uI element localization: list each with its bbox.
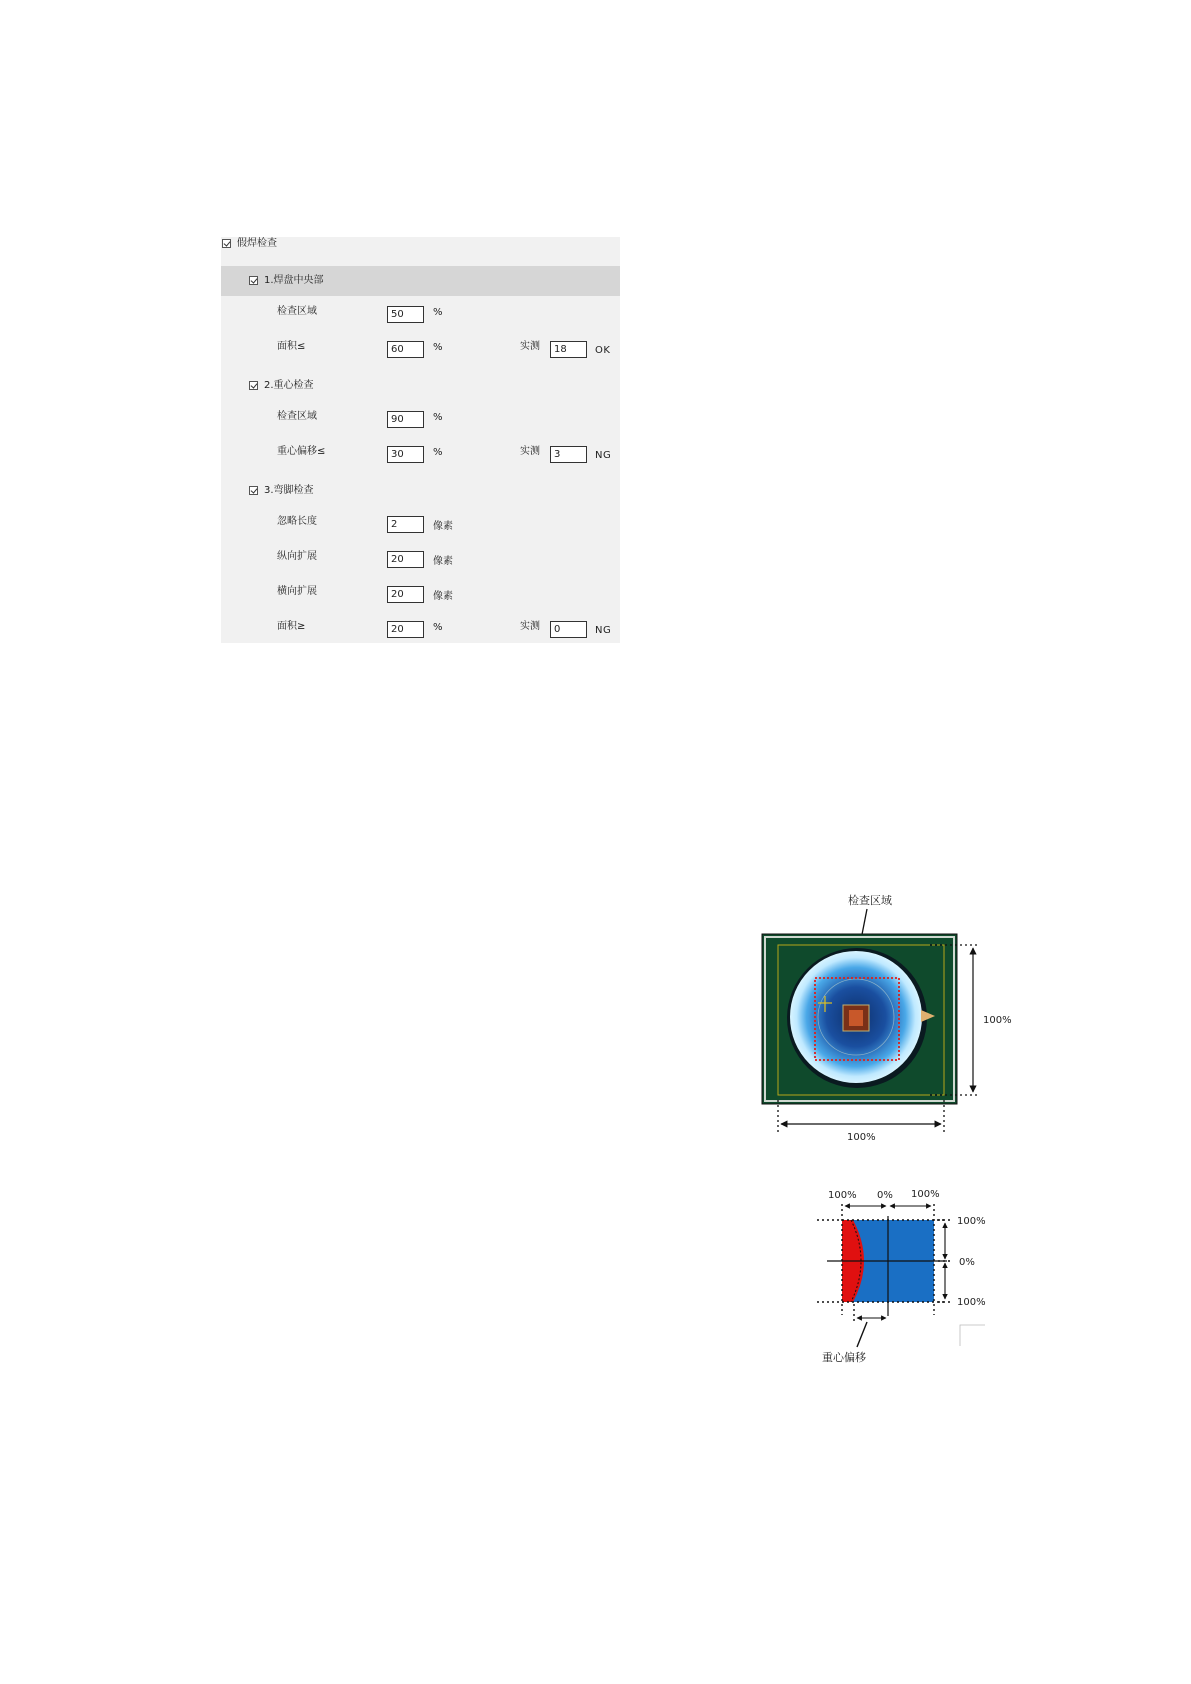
horizontal-expand-input[interactable]: 20	[387, 586, 424, 603]
unit-label: %	[433, 307, 443, 318]
measured-value-field: 18	[550, 341, 587, 358]
inspection-area-figure	[735, 890, 1015, 1160]
figure1-caption: 检查区域	[848, 894, 892, 907]
ignore-length-input[interactable]: 2	[387, 516, 424, 533]
panel-title: 假焊检查	[237, 238, 277, 249]
result-status: NG	[595, 625, 612, 636]
unit-label: 像素	[433, 591, 453, 602]
unit-label: 像素	[433, 556, 453, 567]
section-2-row-centroid-offset	[221, 436, 620, 466]
offset-leader-line	[857, 1322, 867, 1347]
area-min-input[interactable]: 20	[387, 621, 424, 638]
row-label: 面积≥	[277, 621, 306, 632]
vertical-expand-input[interactable]: 20	[387, 551, 424, 568]
section-3-row-vertical-expand	[221, 541, 620, 571]
right-bottom-label: 100%	[957, 1297, 986, 1308]
unit-label: %	[433, 342, 443, 353]
top-left-label: 100%	[828, 1190, 857, 1201]
section-1-header[interactable]	[221, 266, 620, 296]
check-area-input[interactable]: 90	[387, 411, 424, 428]
unit-label: %	[433, 447, 443, 458]
corner-mark	[960, 1325, 985, 1346]
row-label: 横向扩展	[277, 586, 317, 597]
row-label: 忽略长度	[277, 516, 317, 527]
section-3-row-area-min	[221, 611, 620, 641]
measured-label: 实测	[520, 446, 540, 457]
result-status: OK	[595, 345, 611, 356]
section-1-row-area	[221, 331, 620, 361]
dim-horizontal-label: 100%	[847, 1132, 876, 1143]
center-hotspot	[849, 1010, 863, 1026]
measured-value-field: 3	[550, 446, 587, 463]
area-max-input[interactable]: 60	[387, 341, 424, 358]
section-3-row-ignore-length	[221, 506, 620, 536]
row-label: 面积≤	[277, 341, 306, 352]
row-label: 纵向扩展	[277, 551, 317, 562]
dim-vertical-label: 100%	[983, 1015, 1012, 1026]
section-1-row-check-area	[221, 296, 620, 326]
right-top-label: 100%	[957, 1216, 986, 1227]
false-solder-settings-panel	[221, 237, 620, 643]
section-2-header[interactable]	[221, 371, 620, 401]
measured-value-field: 0	[550, 621, 587, 638]
unit-label: %	[433, 412, 443, 423]
row-label: 检查区域	[277, 411, 317, 422]
section-3-label: 3.弯脚检查	[264, 485, 314, 496]
unit-label: 像素	[433, 521, 453, 532]
measured-label: 实测	[520, 621, 540, 632]
top-center-label: 0%	[877, 1190, 893, 1201]
row-label: 重心偏移≤	[277, 446, 326, 457]
check-area-input[interactable]: 50	[387, 306, 424, 323]
row-label: 检查区域	[277, 306, 317, 317]
measured-label: 实测	[520, 341, 540, 352]
section-2-label: 2.重心检查	[264, 380, 314, 391]
unit-label: %	[433, 622, 443, 633]
figure2-caption: 重心偏移	[822, 1351, 866, 1364]
section-1-label: 1.焊盘中央部	[264, 275, 324, 286]
section-2-row-check-area	[221, 401, 620, 431]
section-3-checkbox[interactable]	[249, 486, 258, 495]
false-solder-checkbox[interactable]	[222, 239, 231, 248]
top-right-label: 100%	[911, 1189, 940, 1200]
section-1-checkbox[interactable]	[249, 276, 258, 285]
section-2-checkbox[interactable]	[249, 381, 258, 390]
title-row	[221, 237, 620, 267]
section-3-row-horizontal-expand	[221, 576, 620, 606]
right-center-label: 0%	[959, 1257, 975, 1268]
section-3-header[interactable]	[221, 476, 620, 506]
result-status: NG	[595, 450, 612, 461]
centroid-offset-figure	[795, 1180, 1025, 1380]
centroid-offset-input[interactable]: 30	[387, 446, 424, 463]
